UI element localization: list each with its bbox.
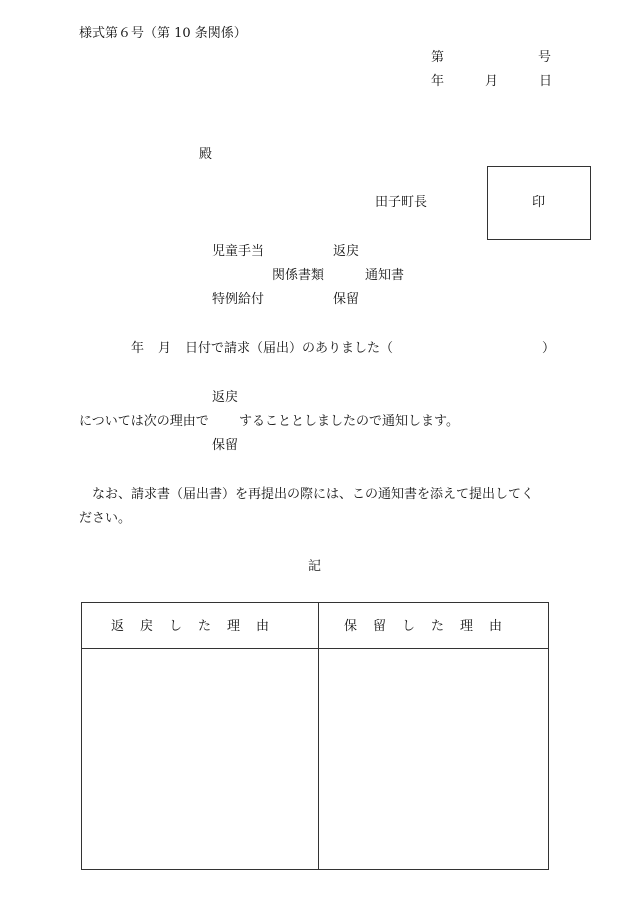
- addressee-honorific: 殿: [199, 147, 213, 162]
- form-title: 様式第６号（第 10 条関係）: [79, 26, 247, 41]
- body-month-label: 月: [158, 341, 172, 356]
- body-close-paren: ）: [542, 341, 556, 356]
- document-number-prefix: 第: [431, 50, 445, 65]
- note-line-1: なお、請求書（届出書）を再提出の際には、この通知書を添えて提出してく: [92, 487, 535, 502]
- subject-option-hold: 保留: [333, 292, 360, 307]
- document-number-suffix: 号: [538, 50, 552, 65]
- body-request-text: 日付で請求（届出）のありました（: [185, 341, 394, 356]
- issuer-name: 田子町長: [375, 195, 428, 210]
- subject-notice: 通知書: [365, 268, 405, 283]
- date-day-label: 日: [539, 74, 553, 89]
- date-year-label: 年: [431, 74, 445, 89]
- subject-child-allowance: 児童手当: [212, 244, 265, 259]
- body-option-return: 返戻: [212, 390, 239, 405]
- reasons-table: [81, 602, 549, 870]
- table-column-divider: [318, 602, 319, 870]
- subject-option-return: 返戻: [333, 244, 360, 259]
- date-month-label: 月: [485, 74, 499, 89]
- body-option-hold: 保留: [212, 438, 239, 453]
- table-header-return-reason: 返戻した理由: [111, 619, 286, 634]
- subject-related-documents: 関係書類: [272, 268, 325, 283]
- note-line-2: ださい。: [79, 511, 132, 526]
- body-reason-text: については次の理由で: [79, 414, 209, 429]
- body-year-label: 年: [131, 341, 145, 356]
- subject-special-benefit: 特例給付: [212, 292, 265, 307]
- table-header-hold-reason: 保留した理由: [344, 619, 519, 634]
- ki-heading: 記: [308, 559, 322, 574]
- body-decision-text: することとしましたので通知します。: [239, 414, 459, 429]
- seal-label: 印: [532, 195, 546, 210]
- table-header-divider: [81, 648, 549, 649]
